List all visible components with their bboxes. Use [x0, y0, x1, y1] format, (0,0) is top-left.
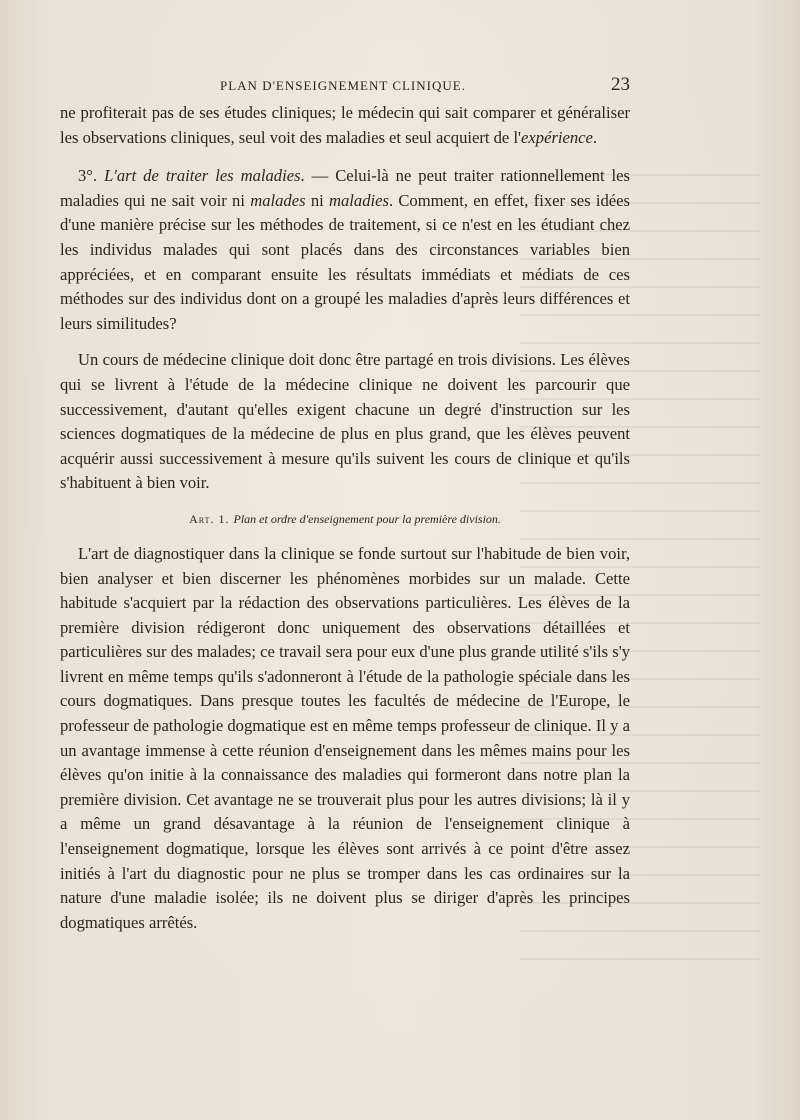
- emphasis-experience: expérience: [521, 127, 593, 147]
- section-number: 3°.: [78, 166, 105, 186]
- paragraph-text: . — Celui-là ne peut traiter rationnellement les maladies qui ne sait voir ni: [60, 166, 630, 210]
- paragraph-text: ni: [305, 190, 330, 210]
- paragraph-text: . Comment, en effet, fixer ses idées d'une manière précise sur les méthodes de traitement, si ce n'est en les étudiant chez les individus malades qui sont placés dans des circonstances variables bien appréciées, et en comparant ensuite les résultats immédiats et médiats de ces méthodes sur des individus dont on a groupé les maladies d'après leurs différences et leurs similitudes?: [60, 190, 630, 333]
- emphasis-maladies: maladies: [329, 190, 389, 210]
- page-number: 23: [611, 74, 630, 95]
- article-label: Art. 1.: [189, 511, 234, 526]
- paragraph-continued: [60, 101, 630, 150]
- paragraph-trois-divisions: Un cours de médecine clinique doit donc être partagé en trois divisions. Les élèves qui se livrent à l'étude de la médecine clinique ne doivent les parcourir que successivement, d'autant qu'elles exigent chacune un degré d'instruction sur les sciences dogmatiques de la médecine de plus en plus grand, que les élèves peuvent acquérir aussi successivement à mesure qu'ils suivent les cours de clinique et qu'ils s'habituent à bien voir.: [60, 350, 630, 493]
- running-head: PLAN D'ENSEIGNEMENT CLINIQUE.: [220, 78, 466, 93]
- body-text: [60, 101, 630, 935]
- page-header: [60, 74, 630, 98]
- paragraph-diagnostic: L'art de diagnostiquer dans la clinique se fonde surtout sur l'habitude de bien voir, bien analyser et bien discerner les phénomènes morbides sur un malade. Cette habitude s'acquiert par la rédaction des observations particulières. Les élèves de la première division rédigeront donc uniquement des observations détaillées et particulières sur des malades; ce travail sera pour eux d'une plus grande utilité s'ils s'y livrent en même temps qu'ils s'adonneront à l'étude de la pathologie spéciale dans les cours dogmatiques. Dans presque toutes les facultés de médecine de l'Europe, le professeur de pathologie dogmatique est en même temps professeur de clinique. Il y a un avantage immense à cette réunion d'enseignement dans les mêmes mains pour les élèves qu'on initie à la connaissance des maladies qui formeront dans notre plan la première division. Cet avantage ne se trouverait plus pour les autres divisions; là il y a même un grand désavantage à la réunion de l'enseignement clinique à l'enseignement dogmatique, lorsque les élèves sont arrivés à ce point d'être assez initiés à l'art du diagnostic pour ne plus se tromper dans les cas ordinaires sur la nature d'une maladie isolée; ils ne doivent plus se diriger d'après les principes dogmatiques arrêtés.: [60, 543, 630, 932]
- article-heading: [60, 510, 630, 528]
- article-title: Plan et ordre d'enseignement pour la première division.: [233, 511, 501, 526]
- paragraph-text: ne profiterait pas de ses études cliniques; le médecin qui sait comparer et généraliser les observations cliniques, seul voit des maladies et seul acquiert de l': [60, 103, 630, 147]
- paragraph-text-end: .: [592, 127, 598, 147]
- emphasis-malades: malades: [250, 190, 306, 210]
- paragraph-art-de-traiter: [60, 164, 630, 336]
- section-title: L'art de traiter les maladies: [104, 166, 301, 186]
